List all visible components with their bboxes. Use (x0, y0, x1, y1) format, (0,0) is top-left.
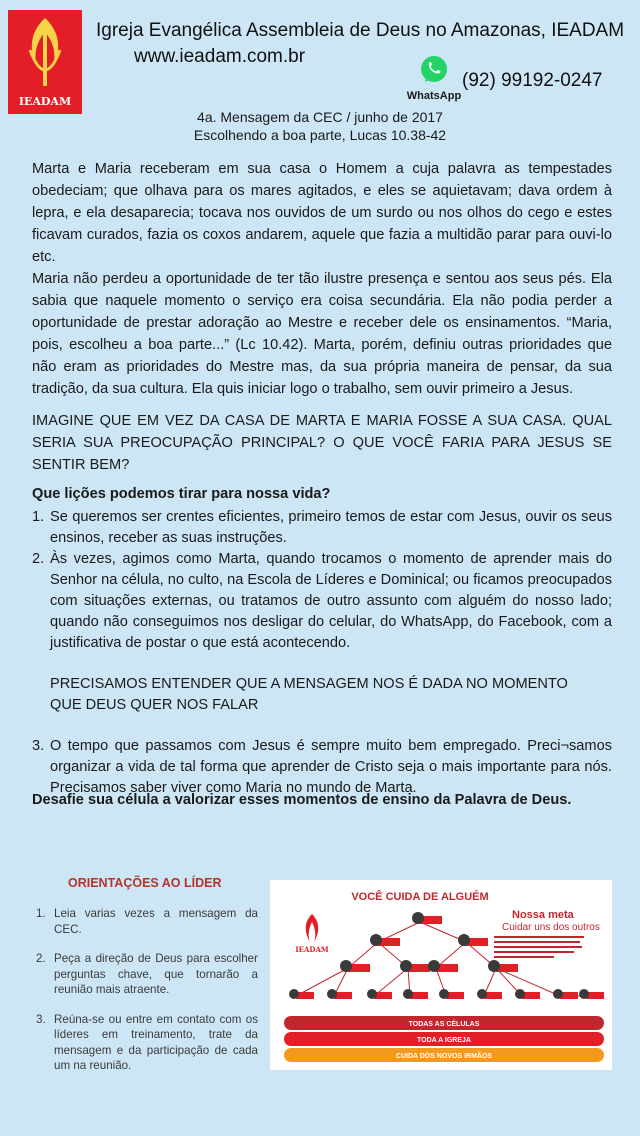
goal-title: Nossa meta (512, 909, 574, 921)
list-item: 2. Peça a direção de Deus para escolher perguntas chave, que tornarão a reunião mais atraente. (36, 952, 258, 996)
ieadam-logo (8, 10, 82, 114)
care-infographic (270, 880, 612, 1070)
message-body (32, 158, 612, 400)
infographic-title: VOCÊ CUIDA DE ALGUÉM (351, 891, 489, 903)
whatsapp-icon (417, 55, 451, 85)
website-link[interactable]: www.ieadam.com.br (134, 46, 306, 67)
goal-text-lines (494, 936, 584, 958)
band-new-members-label: CUIDA DOS NOVOS IRMÃOS (395, 1053, 493, 1060)
goal-subtitle: Cuidar uns dos outros (502, 922, 600, 933)
mini-logo-text: IEADAM (295, 945, 329, 954)
flame-emblem-icon (8, 10, 82, 100)
whatsapp-badge[interactable] (400, 55, 468, 102)
band-all-cells-label: TODAS AS CÉLULAS (408, 1021, 480, 1028)
lessons-heading: Que lições podemos tirar para nossa vida? (32, 486, 331, 502)
leader-guidance-list (36, 906, 258, 1088)
challenge-text: Desafie sua célula a valorizar esses momentos de ensino da Palavra de Deus. (32, 792, 572, 808)
whatsapp-label: WhatsApp (406, 90, 462, 102)
paragraph-1: Marta e Maria receberam em sua casa o Homem a cuja palavra as tempestades obedeciam; que olhava para os mares agitados, e eles se aquietavam; dava ordem à lepra, e ela desaparecia; tocava nos ouvidos de um surdo ou nos olhos do cego e estes ficavam curados, fazia os coxos andarem, aquele que fazia a multidão parar para ouvi-lo etc. (32, 161, 612, 265)
list-item: 3. Reúna-se ou entre em contato com os líderes em treinamento, trate da mensagem e da participação de cada um na reunião. (36, 1012, 258, 1072)
leader-guidance-title: ORIENTAÇÕES AO LÍDER (68, 876, 222, 890)
list-item: 3. O tempo que passamos com Jesus é sempre muito bem empregado. Preci¬samos organizar a vida de tal forma que aprender de Cristo seja o mais importante para nós. Precisamos saber viver como Maria no mundo de Marta. (32, 738, 612, 796)
org-name: Igreja Evangélica Assembleia de Deus no Amazonas, IEADAM (96, 20, 625, 41)
list-item: 2. Às vezes, agimos como Marta, quando trocamos o momento de aprender mais do Senhor na célula, no culto, na Escola de Líderes e Dominical; ou ficamos preocupados com situações externas, ou tratamos de outro assunto com alguém do nosso lado; quando não conseguimos nos desligar do celular, do WhatsApp, do Facebook, com a justificativa de postar o que está acontecendo. (32, 551, 612, 651)
logo-text: IEADAM (18, 95, 72, 108)
list-item: 1. Se queremos ser crentes eficientes, primeiro temos de estar com Jesus, ouvir os seus ensinos, receber as suas instruções. (32, 509, 612, 546)
lessons-list (32, 507, 612, 799)
band-whole-church-label: TODA A IGREJA (417, 1037, 471, 1044)
paragraph-2: Maria não perdeu a oportunidade de ter tão ilustre presença e sentou aos seus pés. Ela sabia que naquele momento o serviço era coisa secundária. Ela não podia perder a oportunidade de prestar adoração ao Mestre e receber dele os ensinamentos. “Maria, pois, escolheu a boa parte...” (Lc 10.42). Marta, porém, definiu outras prioridades que não eram as prioridades do Mestre mas, da sua própria maneira de pensar, da sua tradição, da sua cultura. Ela quis iniciar logo o trabalho, sem ouvir primeiro a Jesus. (32, 271, 612, 397)
tree-connectors (296, 922, 586, 996)
reflection-question: IMAGINE QUE EM VEZ DA CASA DE MARTA E MARIA FOSSE A SUA CASA. QUAL SERIA SUA PREOCUPAÇÃO PRINCIPAL? O QUE VOCÊ FARIA PARA JESUS SE SENTIR BEM? (32, 413, 612, 473)
care-tree-diagram (270, 880, 612, 1070)
emphasis-statement: PRECISAMOS ENTENDER QUE A MENSAGEM NOS É DADA NO MOMENTO QUE DEUS QUER NOS FALAR (50, 676, 568, 713)
subtitle-line-2: Escolhendo a boa parte, Lucas 10.38-42 (193, 127, 447, 143)
phone-number[interactable]: (92) 99192-0247 (462, 70, 603, 91)
subtitle-line-1: 4a. Mensagem da CEC / junho de 2017 (197, 109, 443, 125)
list-item: 1. Leia varias vezes a mensagem da CEC. (36, 907, 258, 936)
message-subtitle (0, 108, 640, 144)
